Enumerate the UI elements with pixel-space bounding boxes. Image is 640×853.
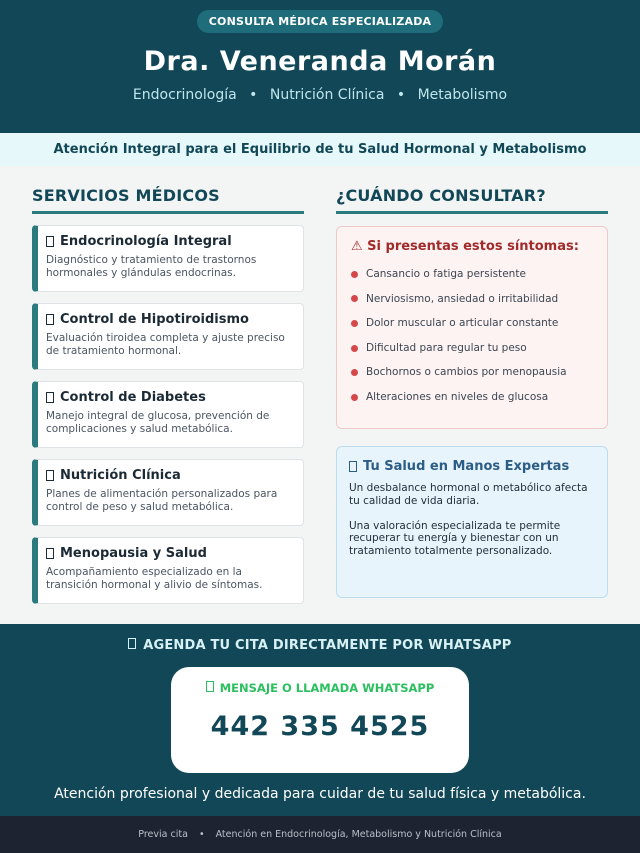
service-title-text: Endocrinología Integral xyxy=(60,234,232,249)
specialty-endocrinology: Endocrinología xyxy=(132,87,237,103)
cta-note: Atención profesional y dedicada para cuidar de tu salud física y metabólica. xyxy=(54,786,586,802)
health-info-box xyxy=(336,446,608,598)
footer-description: Atención en Endocrinología, Metabolismo y Nutrición Clínica xyxy=(215,829,502,840)
service-icon xyxy=(46,314,54,325)
consultation-badge: CONSULTA MÉDICA ESPECIALIZADA xyxy=(197,10,444,33)
calendar-icon xyxy=(128,638,136,649)
whatsapp-phone-card[interactable] xyxy=(171,667,469,773)
service-title-text: Control de Hipotiroidismo xyxy=(60,312,249,327)
tagline-banner: Atención Integral para el Equilibrio de tu Salud Hormonal y Metabolismo xyxy=(0,133,640,166)
doctor-name: Dra. Veneranda Morán xyxy=(143,46,497,77)
symptoms-title: ⚠ Si presentas estos síntomas: xyxy=(351,239,579,254)
service-card xyxy=(32,537,304,604)
symptom-item xyxy=(351,262,593,287)
health-paragraph: Una valoración especializada te permite recuperar tu energía y bienestar con un tratamiento totalmente personalizado. xyxy=(349,519,561,558)
symptom-text: Nerviosismo, ansiedad o irritabilidad xyxy=(366,292,559,305)
bullet-dot-icon xyxy=(351,320,358,327)
health-title xyxy=(349,459,595,474)
header xyxy=(0,0,640,133)
symptom-item xyxy=(351,336,593,361)
service-title xyxy=(46,312,293,327)
service-description: Manejo integral de glucosa, prevención de complicaciones y salud metabólica. xyxy=(46,410,270,435)
whatsapp-label-text: MENSAJE O LLAMADA WHATSAPP xyxy=(219,681,435,695)
whatsapp-icon xyxy=(206,681,214,692)
service-icon xyxy=(46,470,54,481)
service-card xyxy=(32,381,304,448)
symptom-item xyxy=(351,385,593,410)
service-card xyxy=(32,303,304,370)
service-title-text: Menopausia y Salud xyxy=(60,546,207,561)
whatsapp-cta xyxy=(0,624,640,816)
symptom-text: Dolor muscular o articular constante xyxy=(366,317,559,330)
service-description: Evaluación tiroidea completa y ajuste preciso de tratamiento hormonal. xyxy=(46,332,285,357)
specialty-nutrition: Nutrición Clínica xyxy=(269,87,385,103)
footer-appointment: Previa cita xyxy=(138,829,188,840)
health-icon xyxy=(349,461,357,472)
bullet-dot-icon xyxy=(351,345,358,352)
service-icon xyxy=(46,236,54,247)
symptom-item xyxy=(351,360,593,385)
health-title-text: Tu Salud en Manos Expertas xyxy=(363,459,570,474)
specialty-separator: • xyxy=(249,87,258,103)
services-title: SERVICIOS MÉDICOS xyxy=(32,186,304,214)
phone-number[interactable]: 442 335 4525 xyxy=(210,711,430,742)
service-title xyxy=(46,546,293,561)
bullet-dot-icon xyxy=(351,295,358,302)
cta-title xyxy=(0,638,640,653)
symptom-list xyxy=(351,262,593,410)
symptoms-box xyxy=(336,226,608,429)
service-title xyxy=(46,390,293,405)
whatsapp-label xyxy=(171,681,469,695)
service-title-text: Control de Diabetes xyxy=(60,390,206,405)
service-card xyxy=(32,225,304,292)
service-description: Planes de alimentación personalizados para control de peso y salud metabólica. xyxy=(46,488,278,513)
bullet-dot-icon xyxy=(351,271,358,278)
services-column xyxy=(32,186,304,604)
service-description: Acompañamiento especializado en la transición hormonal y alivio de síntomas. xyxy=(46,566,263,591)
service-icon xyxy=(46,392,54,403)
specialty-separator: • xyxy=(396,87,406,103)
symptom-text: Alteraciones en niveles de glucosa xyxy=(366,390,549,403)
when-title: ¿CUÁNDO CONSULTAR? xyxy=(336,186,608,214)
symptom-item xyxy=(351,287,593,312)
service-title xyxy=(46,234,293,249)
service-title-text: Nutrición Clínica xyxy=(60,468,181,483)
bullet-dot-icon xyxy=(351,369,358,376)
symptom-item xyxy=(351,311,593,336)
service-card xyxy=(32,459,304,526)
specialty-metabolism: Metabolismo xyxy=(417,87,508,103)
symptom-text: Cansancio o fatiga persistente xyxy=(366,268,526,280)
symptom-text: Dificultad para regular tu peso xyxy=(366,341,527,354)
footer xyxy=(0,816,640,853)
main-content xyxy=(0,166,640,624)
symptom-text: Bochornos o cambios por menopausia xyxy=(366,366,567,379)
cta-title-text: AGENDA TU CITA DIRECTAMENTE POR WHATSAPP xyxy=(143,638,512,653)
specialties-line xyxy=(0,87,640,103)
health-paragraph: Un desbalance hormonal o metabólico afecta tu calidad de vida diaria. xyxy=(349,482,588,507)
service-title xyxy=(46,468,293,483)
bullet-dot-icon xyxy=(351,394,358,401)
when-column xyxy=(336,186,608,598)
service-icon xyxy=(46,548,54,559)
service-description: Diagnóstico y tratamiento de trastornos hormonales y glándulas endocrinas. xyxy=(46,254,257,279)
footer-separator: • xyxy=(198,829,205,840)
